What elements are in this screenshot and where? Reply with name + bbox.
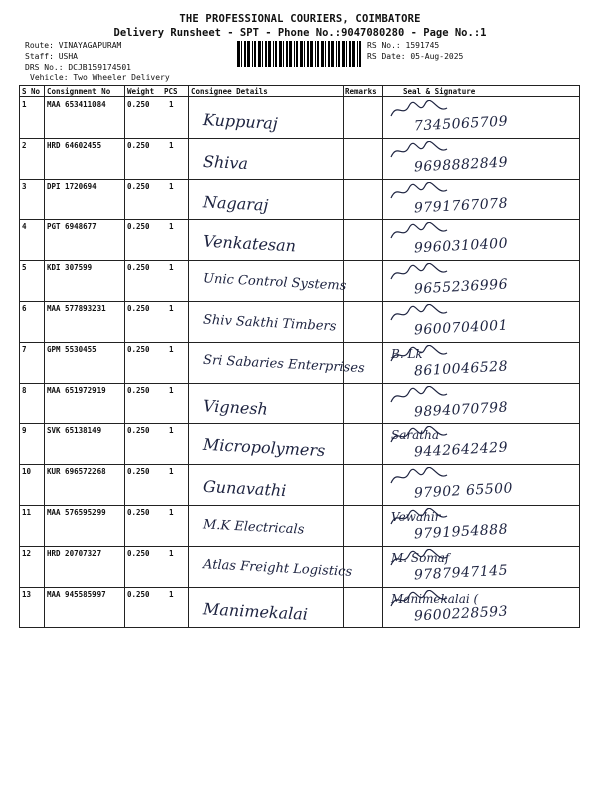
row-consignment-no: MAA 945585997 [47,589,106,599]
row-weight: 0.250 [127,222,150,232]
row-weight: 0.250 [127,263,150,273]
header-sno: S No [22,87,41,96]
document-subtitle: Delivery Runsheet - SPT - Phone No.:9047080280 - Page No.:1 [113,27,487,39]
table-row [19,261,580,302]
table-row [19,180,580,221]
row-pcs: 1 [169,222,174,232]
header-pcs: PCS [164,87,178,96]
row-pcs: 1 [169,100,174,109]
row-weight: 0.250 [127,467,150,477]
row-pcs: 1 [169,181,174,191]
header-weight: Weight [127,87,155,96]
row-consignment-no: PGT 6948677 [47,222,97,232]
signature-scribble [389,141,449,161]
staff-label: Staff: USHA [25,52,78,61]
signature-scribble [389,508,449,528]
signature-scribble [389,467,449,487]
row-sno: 6 [22,304,27,313]
table-row [19,302,580,343]
row-weight: 0.250 [127,426,150,436]
row-sno: 2 [22,140,27,150]
row-seal-phone: 9791767078 [413,195,509,217]
signature-scribble [389,386,449,406]
row-consignee-handwriting: Kuppuraj [202,110,279,133]
row-consignee-handwriting: Shiv Sakthi Timbers [202,312,337,335]
row-consignment-no: KUR 696572268 [47,467,106,477]
row-seal-phone: 7345065709 [413,113,509,135]
row-seal-name: Manimekalai ( [391,591,479,606]
row-consignee-handwriting: Gunavathi [202,477,287,501]
row-consignee-handwriting: Micropolymers [202,435,326,461]
row-seal-phone: 9442642429 [413,439,509,461]
row-weight: 0.250 [127,100,150,109]
rs-date: RS Date: 05-Aug-2025 [367,52,464,61]
row-pcs: 1 [169,589,174,599]
row-pcs: 1 [169,263,174,273]
row-seal-name: Saratha [391,428,439,443]
row-consignment-no: MAA 651972919 [47,385,106,395]
row-seal-name: Vewahir [391,510,441,524]
row-sno: 9 [22,426,27,436]
table-row [19,220,580,261]
table-row [19,98,580,139]
rs-number: RS No.: 1591745 [367,41,440,50]
barcode [237,41,363,67]
row-sno: 3 [22,181,27,191]
table-row [19,506,580,547]
row-consignment-no: GPM 5530455 [47,344,97,354]
row-seal-name: B. Lk [391,346,423,361]
row-weight: 0.250 [127,181,150,191]
row-sno: 11 [22,508,32,517]
row-sno: 5 [22,263,27,273]
row-seal-phone: 9600228593 [413,603,509,625]
row-weight: 0.250 [127,548,150,558]
signature-scribble [389,100,449,120]
signature-scribble [389,426,449,446]
row-consignment-no: MAA 577893231 [47,304,106,313]
row-seal-phone: 97902 65500 [413,480,514,502]
signature-scribble [389,222,449,242]
signature-scribble [389,549,449,569]
row-pcs: 1 [169,467,174,477]
row-consignment-no: DPI 1720694 [47,181,97,191]
signature-scribble [389,182,449,202]
row-seal-phone: 9698882849 [413,154,509,176]
row-weight: 0.250 [127,589,150,599]
row-sno: 7 [22,344,27,354]
row-weight: 0.250 [127,385,150,395]
row-weight: 0.250 [127,140,150,150]
row-separator [19,627,580,628]
row-seal-phone: 9960310400 [413,235,509,257]
document-title: THE PROFESSIONAL COURIERS, COIMBATORE [179,13,421,25]
row-sno: 13 [22,589,32,599]
row-consignee-handwriting: M.K Electricals [202,517,305,538]
row-weight: 0.250 [127,304,150,313]
table-row [19,384,580,425]
row-sno: 4 [22,222,27,232]
row-consignee-handwriting: Nagaraj [202,191,269,215]
row-seal-phone: 9655236996 [413,276,509,298]
table-row [19,547,580,588]
header-remarks: Remarks [345,87,377,96]
row-sno: 10 [22,467,32,477]
row-consignment-no: SVK 65138149 [47,426,102,436]
row-consignee-handwriting: Atlas Freight Logistics [202,556,353,580]
table-row [19,139,580,180]
vehicle-label: Vehicle: Two Wheeler Delivery [30,73,170,82]
table-row [19,343,580,384]
header-seal: Seal & Signature [403,87,476,96]
row-pcs: 1 [169,304,174,313]
header-consignment: Consignment No [47,87,111,96]
runsheet-table [19,85,580,635]
row-pcs: 1 [169,344,174,354]
row-weight: 0.250 [127,508,150,517]
row-consignee-handwriting: Shiva [202,151,249,173]
row-seal-phone: 9600704001 [413,317,509,339]
row-pcs: 1 [169,385,174,395]
row-sno: 12 [22,548,32,558]
row-sno: 1 [22,100,27,109]
table-row [19,424,580,465]
header-consignee: Consignee Details [191,87,268,96]
drs-number: DRS No.: DCJB159174501 [25,63,131,72]
row-weight: 0.250 [127,344,150,354]
row-consignment-no: MAA 653411084 [47,100,106,109]
row-consignment-no: HRD 64602455 [47,140,102,150]
row-pcs: 1 [169,426,174,436]
row-seal-phone: 9791954888 [413,521,509,543]
route-label: Route: VINAYAGAPURAM [25,41,122,50]
row-sno: 8 [22,385,27,395]
row-consignee-handwriting: Unic Control Systems [202,271,347,294]
row-seal-name: M. Somaf [391,550,450,565]
row-pcs: 1 [169,140,174,150]
row-seal-phone: 9894070798 [413,399,509,421]
signature-scribble [389,345,449,365]
row-consignee-handwriting: Venkatesan [202,231,297,256]
signature-scribble [389,590,449,610]
signature-scribble [389,263,449,283]
row-consignee-handwriting: Sri Sabaries Enterprises [202,352,366,377]
table-row [19,588,580,629]
row-consignee-handwriting: Manimekalai [202,598,309,624]
row-consignee-handwriting: Vignesh [202,395,269,419]
row-seal-phone: 8610046528 [413,358,509,380]
row-pcs: 1 [169,548,174,558]
table-row [19,465,580,506]
row-pcs: 1 [169,508,174,517]
row-seal-phone: 9787947145 [413,562,509,584]
row-consignment-no: HRD 20707327 [47,548,102,558]
row-consignment-no: KDI 307599 [47,263,93,273]
row-consignment-no: MAA 576595299 [47,508,106,517]
signature-scribble [389,304,449,324]
